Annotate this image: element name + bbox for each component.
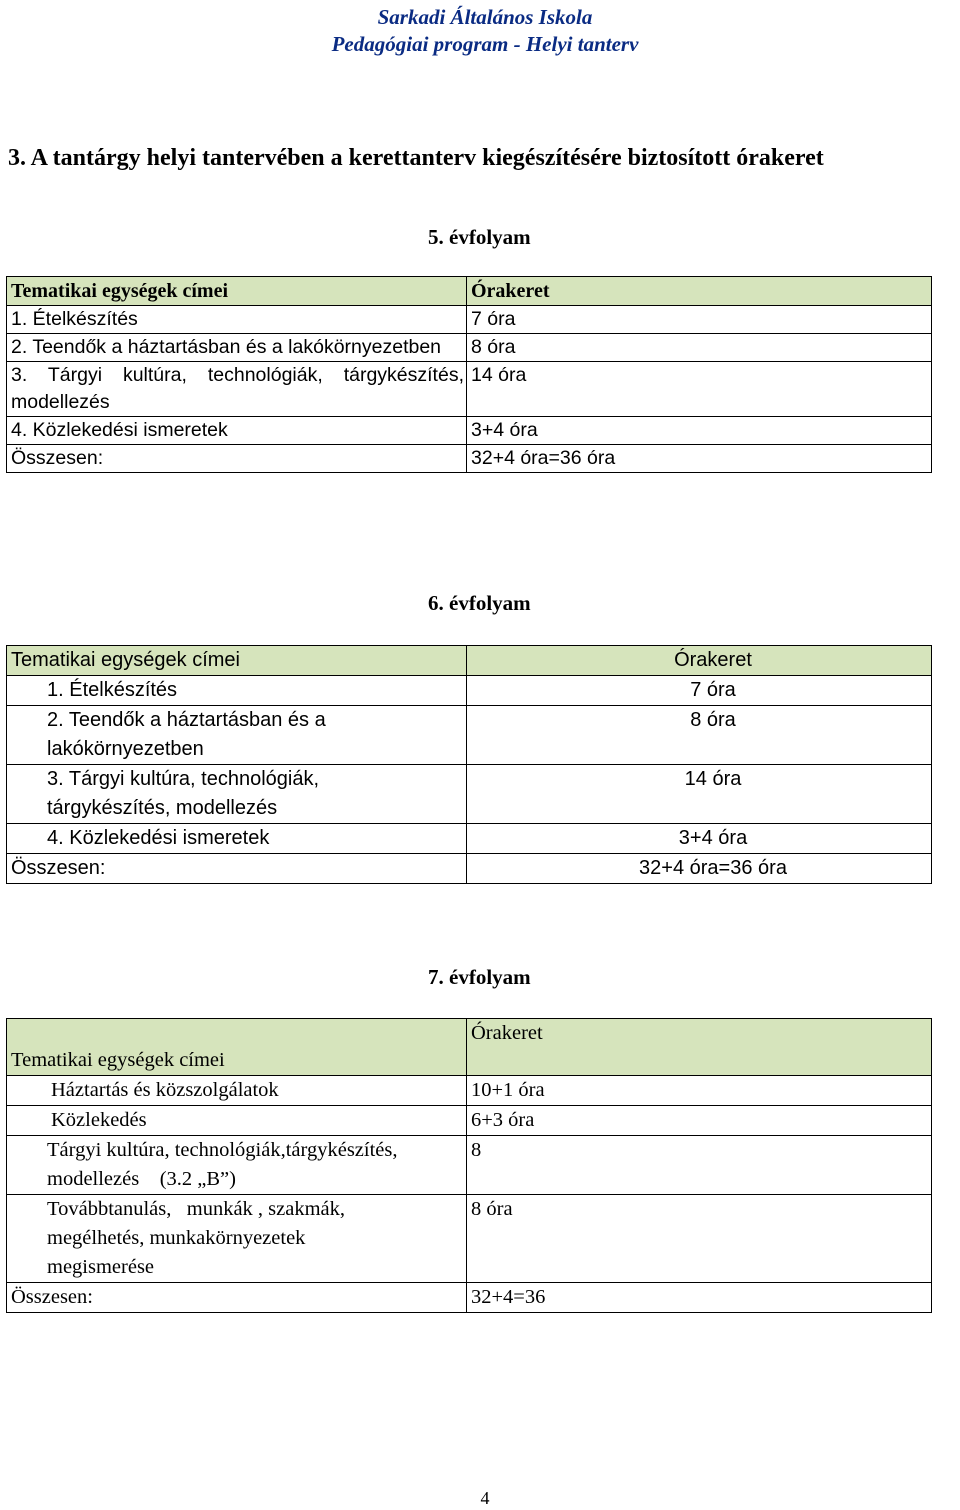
total-hours: 32+4 óra=36 óra [467,854,932,884]
total-row [7,445,932,473]
hours-cell: 3+4 óra [467,824,932,854]
grade5-table [6,276,932,473]
table-row [7,1136,932,1195]
total-label: Összesen: [7,854,467,884]
column-header-topics: Tematikai egységek címei [7,277,467,306]
topic-cell: Közlekedés [7,1106,467,1136]
hours-cell: 14 óra [467,362,932,417]
topic-cell: Tárgyi kultúra, technológiák,tárgykészítés, modellezés (3.2 „B”) [7,1136,467,1195]
hours-cell: 7 óra [467,676,932,706]
topic-cell: 1. Ételkészítés [7,306,467,334]
grade6-heading: 6. évfolyam [428,591,531,615]
topic-cell: 2. Teendők a háztartásban és a lakókörnyezetben [7,334,467,362]
section-title: 3. A tantárgy helyi tantervében a kerettanterv kiegészítésére biztosított órakeret [8,145,824,171]
table-header-row [7,277,932,306]
total-row [7,1283,932,1313]
document-subtitle: Pedagógiai program - Helyi tanterv [331,32,639,56]
table-row [7,706,932,765]
hours-cell: 8 [467,1136,932,1195]
grade7-table [6,1018,932,1313]
table-row [7,362,932,417]
table-row [7,417,932,445]
column-header-hours: Órakeret [467,277,932,306]
topic-cell: Háztartás és közszolgálatok [7,1076,467,1106]
hours-cell: 8 óra [467,334,932,362]
total-hours: 32+4 óra=36 óra [467,445,932,473]
table-row [7,306,932,334]
table-row [7,1106,932,1136]
table-header-row [7,1019,932,1076]
hours-cell: 14 óra [467,765,932,824]
topic-cell: 1. Ételkészítés [7,676,467,706]
table-row [7,1076,932,1106]
column-header-topics: Tematikai egységek címei [7,646,467,676]
topic-cell: 2. Teendők a háztartásban és a lakókörnyezetben [7,706,467,765]
total-row [7,854,932,884]
topic-cell: 3. Tárgyi kultúra, technológiák, tárgykészítés, modellezés [7,362,467,417]
table-row [7,824,932,854]
table-row [7,1195,932,1283]
column-header-hours: Órakeret [467,1019,932,1076]
topic-cell: 4. Közlekedési ismeretek [7,824,467,854]
hours-cell: 7 óra [467,306,932,334]
page-number: 4 [480,1488,490,1508]
topic-cell: 4. Közlekedési ismeretek [7,417,467,445]
total-label: Összesen: [7,1283,467,1313]
grade7-heading: 7. évfolyam [428,965,531,989]
table-row [7,676,932,706]
table-row [7,334,932,362]
hours-cell: 6+3 óra [467,1106,932,1136]
total-hours: 32+4=36 [467,1283,932,1313]
total-label: Összesen: [7,445,467,473]
school-name: Sarkadi Általános Iskola [377,5,593,29]
column-header-hours: Órakeret [467,646,932,676]
table-row [7,765,932,824]
hours-cell: 8 óra [467,706,932,765]
hours-cell: 10+1 óra [467,1076,932,1106]
page-header [0,4,960,58]
topic-cell: 3. Tárgyi kultúra, technológiák, tárgykészítés, modellezés [7,765,467,824]
grade5-heading: 5. évfolyam [428,225,531,249]
hours-cell: 3+4 óra [467,417,932,445]
table-header-row [7,646,932,676]
column-header-topics: Tematikai egységek címei [7,1019,467,1076]
topic-cell: Továbbtanulás, munkák , szakmák, megélhetés, munkakörnyezetek megismerése [7,1195,467,1283]
grade6-table [6,645,932,884]
hours-cell: 8 óra [467,1195,932,1283]
